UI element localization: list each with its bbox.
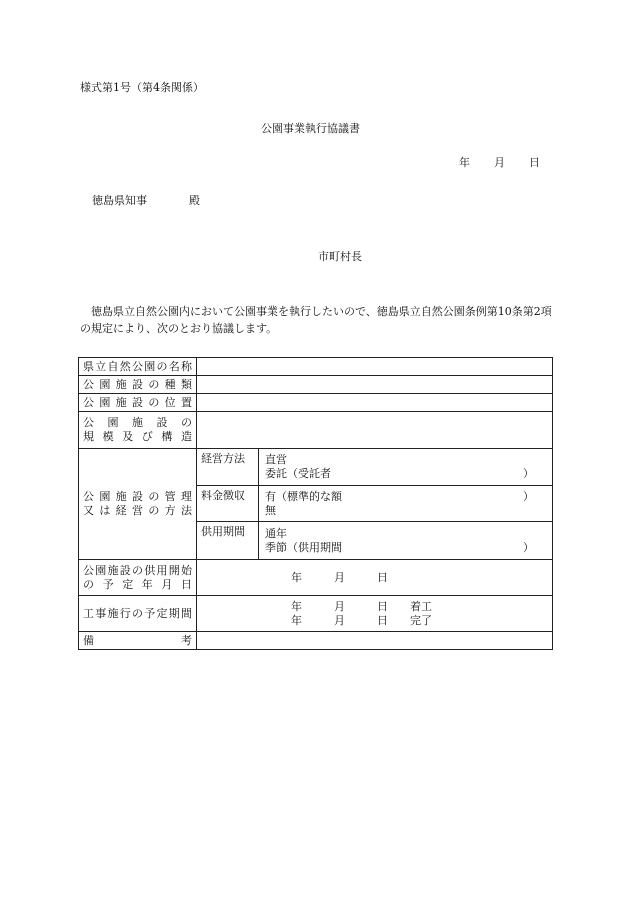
notes-label-text: 備 考 xyxy=(83,633,192,647)
facility-type-label: 公園施設の種類 xyxy=(79,376,197,394)
facility-location-label: 公園施設の位置 xyxy=(79,394,197,412)
construction-period-value xyxy=(197,596,553,632)
table-row xyxy=(79,376,553,394)
management-label-line2: 又は経営の方法 xyxy=(83,504,192,517)
start-date-label-line2: の予定年月日 xyxy=(83,577,192,591)
addressee-name: 徳島県知事 xyxy=(92,194,147,207)
form-number: 様式第1号（第4条関係） xyxy=(80,81,204,94)
management-label xyxy=(79,449,197,560)
date-month: 月 xyxy=(494,156,505,169)
date-line xyxy=(459,156,540,170)
document-title: 公園事業執行協議書 xyxy=(261,122,360,135)
period-option-seasonal: 季節（供用期間 ） xyxy=(265,540,534,554)
period-option-all-year: 通年 xyxy=(265,526,287,540)
scale-label-line1: 公 園 施 設 の xyxy=(83,416,192,429)
period-options xyxy=(259,522,553,560)
table-row xyxy=(79,632,553,650)
scale-label-line2: 規模及び構造 xyxy=(83,430,192,443)
fee-options xyxy=(259,486,553,522)
fee-option-yes: 有（標準的な額 ） xyxy=(265,489,534,503)
start-date-label xyxy=(79,560,197,596)
facility-location-value xyxy=(197,394,553,412)
table-row xyxy=(79,358,553,376)
addressee xyxy=(92,194,200,208)
method-options xyxy=(259,449,553,486)
honorific: 殿 xyxy=(189,194,200,207)
method-option-consign: 委託（受託者 ） xyxy=(265,467,534,480)
consultation-form-table xyxy=(78,357,553,650)
park-name-value xyxy=(197,358,553,376)
park-name-label: 県立自然公園の名称 xyxy=(79,358,197,376)
table-row xyxy=(79,596,553,632)
period-label: 供用期間 xyxy=(197,522,259,560)
start-date-label-line1: 公園施設の供用開始 xyxy=(83,563,192,577)
notes-label xyxy=(79,632,197,650)
start-date-value: 年 月 日 xyxy=(197,560,553,596)
date-year: 年 xyxy=(459,156,470,169)
table-row xyxy=(79,412,553,449)
fee-label: 料金徴収 xyxy=(197,486,259,522)
body-text: 徳島県立自然公園内において公園事業を執行したいので、徳島県立自然公園条例第10条第2項の規定により、次のとおり協議します。 xyxy=(80,305,552,335)
fee-option-no: 無 xyxy=(265,503,276,517)
table-row xyxy=(79,449,553,486)
table-row xyxy=(79,394,553,412)
construction-period-label: 工事施行の予定期間 xyxy=(79,596,197,632)
date-day: 日 xyxy=(529,156,540,169)
construction-begin: 年 月 日 着工 xyxy=(291,599,432,613)
method-label: 経営方法 xyxy=(197,449,259,486)
construction-complete: 年 月 日 完了 xyxy=(291,613,432,627)
sender: 市町村長 xyxy=(318,250,362,263)
method-option-direct: 直営 xyxy=(265,453,287,466)
management-label-line1: 公園施設の管理 xyxy=(83,490,192,503)
scale-structure-label xyxy=(79,412,197,449)
notes-value xyxy=(197,632,553,650)
facility-type-value xyxy=(197,376,553,394)
scale-structure-value xyxy=(197,412,553,449)
table-row xyxy=(79,560,553,596)
